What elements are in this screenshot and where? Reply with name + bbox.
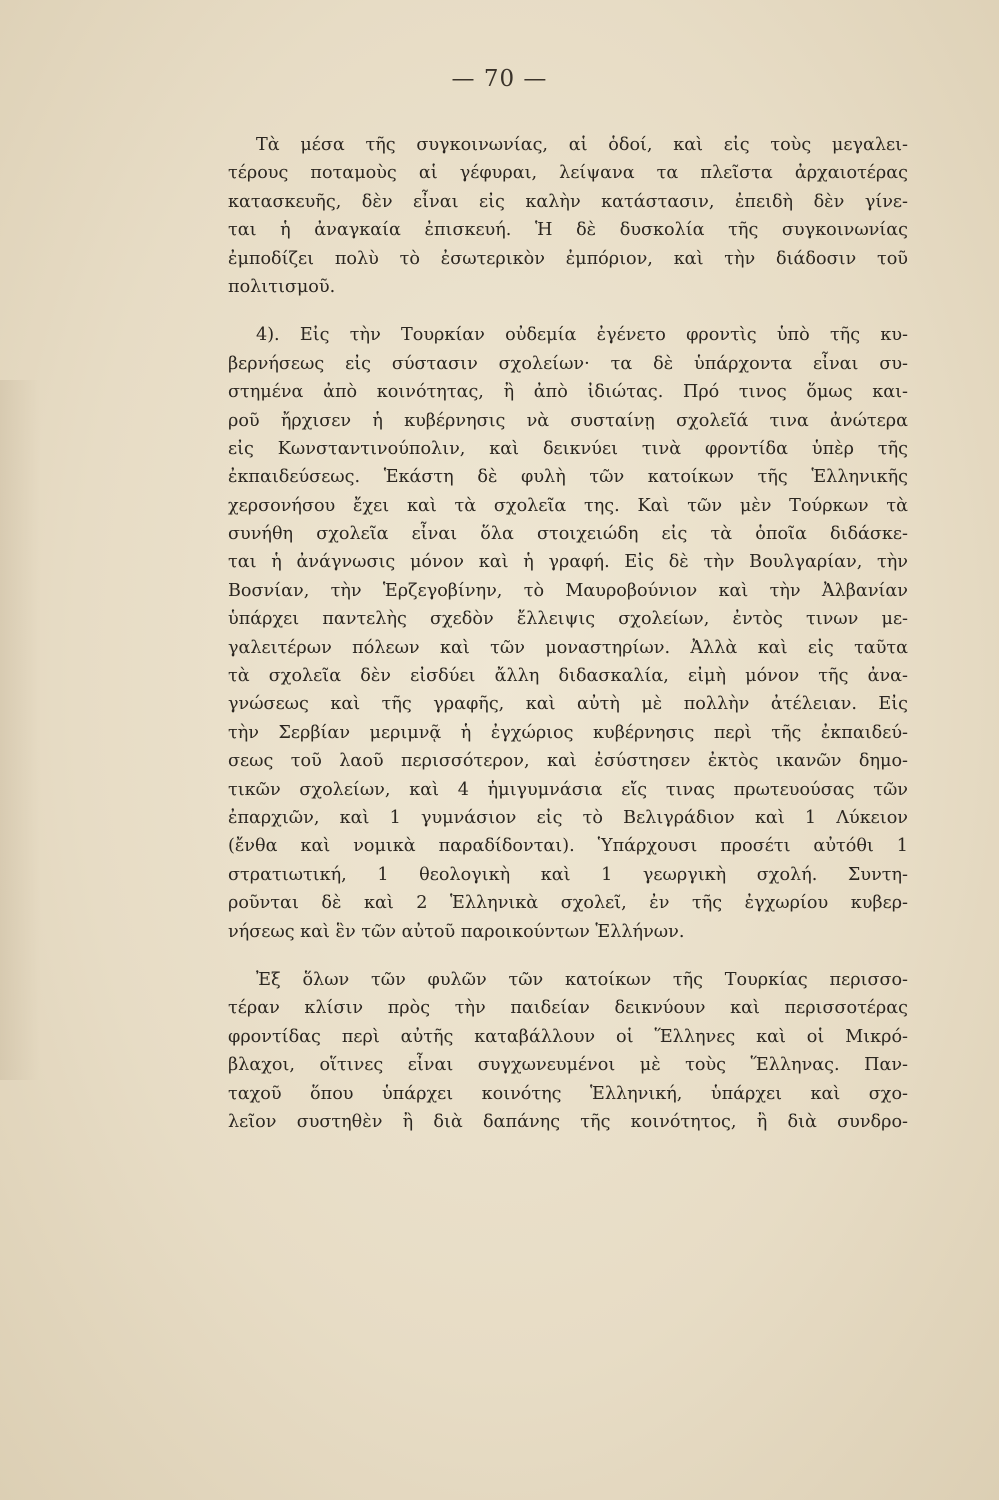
- page-edge-shading: [0, 380, 40, 1080]
- text-line: εἰς Κωνσταντινούπολιν, καὶ δεικνύει τινὰ φροντίδα ὑπὲρ τῆς: [228, 438, 908, 459]
- text-line: 4). Εἰς τὴν Τουρκίαν οὐδεμία ἐγένετο φροντὶς ὑπὸ τῆς κυ-: [256, 325, 908, 346]
- text-line: βλαχοι, οἵτινες εἶναι συγχωνευμένοι μὲ τοὺς Ἕλληνας. Παν-: [228, 1055, 908, 1076]
- text-line: λεῖον συστηθὲν ἢ διὰ δαπάνης τῆς κοινότητος, ἢ διὰ συνδρο-: [228, 1111, 908, 1132]
- text-line: τικῶν σχολείων, καὶ 4 ἡμιγυμνάσια εἴς τινας πρωτευούσας τῶν: [228, 779, 908, 800]
- paragraph-2: [228, 321, 908, 946]
- text-line: γαλειτέρων πόλεων καὶ τῶν μοναστηρίων. Ἀλλὰ καὶ εἰς ταῦτα: [228, 637, 908, 658]
- text-line: ροῦνται δὲ καὶ 2 Ἑλληνικὰ σχολεῖ, ἐν τῆς ἐγχωρίου κυβερ-: [228, 893, 908, 914]
- text-line: Βοσνίαν, τὴν Ἑρζεγοβίνην, τὸ Μαυροβούνιον καὶ τὴν Ἀλβανίαν: [228, 580, 908, 601]
- text-line: νήσεως καὶ ἓν τῶν αὐτοῦ παροικούντων Ἑλλήνων.: [228, 921, 685, 942]
- text-line: Ἐξ ὅλων τῶν φυλῶν τῶν κατοίκων τῆς Τουρκίας περισσο-: [256, 969, 908, 990]
- text-line: ροῦ ἤρχισεν ἡ κυβέρνησις νὰ συσταίνῃ σχολεῖά τινα ἀνώτερα: [228, 410, 908, 431]
- text-line: ται ἡ ἀναγκαία ἐπισκευή. Ἡ δὲ δυσκολία τῆς συγκοινωνίας: [228, 220, 908, 241]
- text-line: ἐκπαιδεύσεως. Ἑκάστη δὲ φυλὴ τῶν κατοίκων τῆς Ἑλληνικῆς: [228, 467, 908, 488]
- text-line: ὑπάρχει παντελὴς σχεδὸν ἔλλειψις σχολείων, ἐντὸς τινων με-: [228, 609, 908, 630]
- text-line: τὰ σχολεῖα δὲν εἰσδύει ἄλλη διδασκαλία, εἰμὴ μόνον τῆς ἀνα-: [228, 666, 908, 687]
- paragraph-3: [228, 966, 908, 1136]
- text-line: Τὰ μέσα τῆς συγκοινωνίας, αἱ ὁδοί, καὶ εἰς τοὺς μεγαλει-: [256, 135, 908, 155]
- text-line: σεως τοῦ λαοῦ περισσότερον, καὶ ἐσύστησεν ἐκτὸς ικανῶν δημο-: [228, 751, 908, 772]
- text-line: χερσονήσου ἔχει καὶ τὰ σχολεῖα της. Καὶ τῶν μὲν Τούρκων τὰ: [228, 495, 908, 516]
- page-number: — 70 —: [451, 66, 548, 92]
- text-line: κατασκευῆς, δὲν εἶναι εἰς καλὴν κατάστασιν, ἐπειδὴ δὲν γίνε-: [228, 191, 908, 212]
- body-text: [228, 131, 908, 1136]
- text-line: στρατιωτική, 1 θεολογικὴ καὶ 1 γεωργικὴ σχολή. Συντη-: [228, 864, 908, 885]
- text-line: στημένα ἀπὸ κοινότητας, ἢ ἀπὸ ἰδιώτας. Πρό τινος ὅμως και-: [228, 382, 908, 403]
- text-line: τέρους ποταμοὺς αἱ γέφυραι, λείψανα τα πλεῖστα ἀρχαιοτέρας: [228, 163, 908, 184]
- text-line: βερνήσεως εἰς σύστασιν σχολείων· τα δὲ ὑπάρχοντα εἶναι συ-: [228, 353, 908, 374]
- text-line: (ἔνθα καὶ νομικὰ παραδίδονται). Ὑπάρχουσι προσέτι αὐτόθι 1: [228, 836, 908, 857]
- text-line: γνώσεως καὶ τῆς γραφῆς, καὶ αὐτὴ μὲ πολλὴν ἀτέλειαν. Εἰς: [228, 694, 908, 715]
- text-line: ται ἡ ἀνάγνωσις μόνον καὶ ἡ γραφή. Εἰς δὲ τὴν Βουλγαρίαν, τὴν: [228, 552, 908, 573]
- text-line: ταχοῦ ὅπου ὑπάρχει κοινότης Ἑλληνική, ὑπάρχει καὶ σχο-: [228, 1083, 908, 1104]
- text-line: τέραν κλίσιν πρὸς τὴν παιδείαν δεικνύουν καὶ περισσοτέρας: [228, 998, 908, 1019]
- paragraph-1: [228, 131, 908, 301]
- text-line: ἐμποδίζει πολὺ τὸ ἐσωτερικὸν ἐμπόριον, καὶ τὴν διάδοσιν τοῦ: [228, 248, 908, 269]
- text-line: ἐπαρχιῶν, καὶ 1 γυμνάσιον εἰς τὸ Βελιγράδιον καὶ 1 Λύκειον: [228, 807, 908, 828]
- text-line: πολιτισμοῦ.: [228, 276, 336, 297]
- text-line: τὴν Σερβίαν μεριμνᾷ ἡ ἐγχώριος κυβέρνησις περὶ τῆς ἐκπαιδεύ-: [228, 722, 908, 743]
- text-line: συνήθη σχολεῖα εἶναι ὅλα στοιχειώδη εἰς τὰ ὁποῖα διδάσκε-: [228, 524, 908, 545]
- text-line: φροντίδας περὶ αὐτῆς καταβάλλουν οἱ Ἕλληνες καὶ οἱ Μικρό-: [228, 1026, 908, 1047]
